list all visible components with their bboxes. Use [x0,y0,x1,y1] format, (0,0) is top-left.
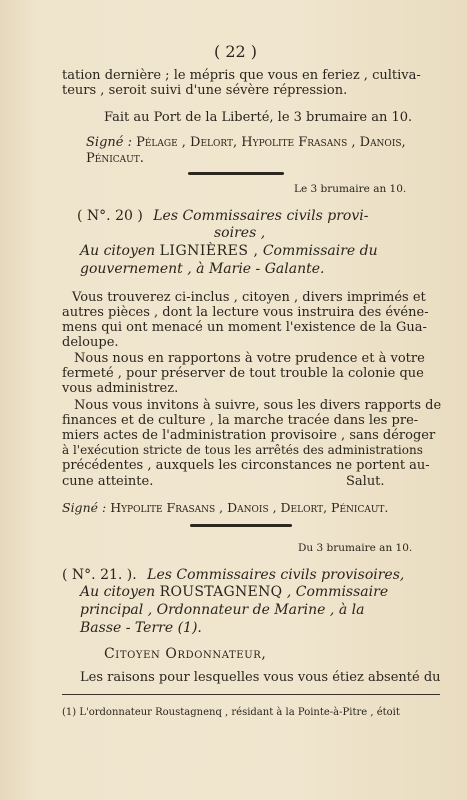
letter-20-body-line: Vous trouverez ci-inclus , citoyen , divers imprimés et [72,290,426,305]
letter-21-heading [62,568,404,583]
letter-20-body-line: précédentes , auxquels les circonstances ne portent au- [62,458,430,473]
letter-20-body-line: finances et de culture , la marche tracée dans les pre- [62,413,419,428]
addressee-name: LIGNIÈRES , [159,243,259,259]
letter-20-signature [62,500,388,515]
letter-20-from-line-2: soires , [214,225,266,241]
letter-20-body-line: vous administrez. [62,381,179,396]
signature-block-1 [86,135,406,150]
letter-20-from-line-1: Les Commissaires civils provi- [153,208,369,224]
letter-20-body-line: autres pièces , dont la lecture vous instruira des événe- [62,305,429,320]
letter-21-addressee-line-3: principal , Ordonnateur de Marine , à la [80,602,365,618]
signatories-line-2: Pénicaut. [86,151,144,166]
letter-20-body-line: cune atteinte. [62,474,154,489]
letter-20-body-line: Nous vous invitons à suivre, sous les divers rapports de [74,398,442,413]
dated-line: Fait au Port de la Liberté, le 3 brumaire an 10. [104,110,413,125]
letter-20-salut: Salut. [346,474,385,489]
letter-21-number: ( N°. 21. ). [62,567,137,583]
letter-20-body-line: deloupe. [62,335,119,350]
signed-label: Signé : [86,135,132,150]
letter-20-body-line: Nous nous en rapportons à votre prudence et à votre [74,351,425,366]
footnote-rule [62,694,440,695]
letter-20-body-line: fermeté , pour préserver de tout trouble la colonie que [62,366,424,381]
ornamental-rule-1 [188,172,284,175]
addressee-title: , Commissaire [286,584,389,600]
addressee-prefix: Au citoyen [80,243,156,259]
letter-20-addressee [80,244,378,259]
letter-20-body-line: miers actes de l'administration provisoire , sans déroger [62,428,436,443]
addressee-prefix: Au citoyen [80,584,156,600]
footnote: (1) L'ordonnateur Roustagnenq , résidant à la Pointe-à-Pitre , étoit [62,707,400,718]
letter-20-heading [77,209,368,224]
letter-20-signatories: Hypolite Frasans , Danois , Delort, Pénicaut. [110,500,389,515]
signed-label: Signé : [62,500,107,515]
letter-21-salutation: Citoyen Ordonnateur, [104,646,267,662]
letter-21-body-line: Les raisons pour lesquelles vous vous étiez absenté du [80,670,441,685]
letter-21-from: Les Commissaires civils provisoires, [147,567,405,583]
date-heading-3: Du 3 brumaire an 10. [298,542,413,554]
letter-20-body-line: à l'exécution stricte de tous les arrêtés des administrations [62,443,423,457]
continuation-line-1: tation dernière ; le mépris que vous en feriez , cultiva- [62,68,421,83]
continuation-line-2: teurs , seroit suivi d'une sévère répression. [62,83,348,98]
addressee-title: Commissaire du [262,243,378,259]
addressee-name: ROUSTAGNENQ [159,584,283,600]
letter-20-addressee-line-2: gouvernement , à Marie - Galante. [80,261,325,277]
date-heading-2: Le 3 brumaire an 10. [294,183,407,195]
letter-20-body-line: mens qui ont menacé un moment l'existence de la Gua- [62,320,427,335]
letter-21-addressee [80,585,388,600]
page-number: ( 22 ) [214,42,258,61]
ornamental-rule-2 [190,524,292,527]
signatories-line-1: Pélage , Delort, Hypolite Frasans , Danois, [136,135,406,150]
letter-21-addressee-line-4: Basse - Terre (1). [80,620,202,636]
letter-20-number: ( N°. 20 ) [77,208,143,224]
